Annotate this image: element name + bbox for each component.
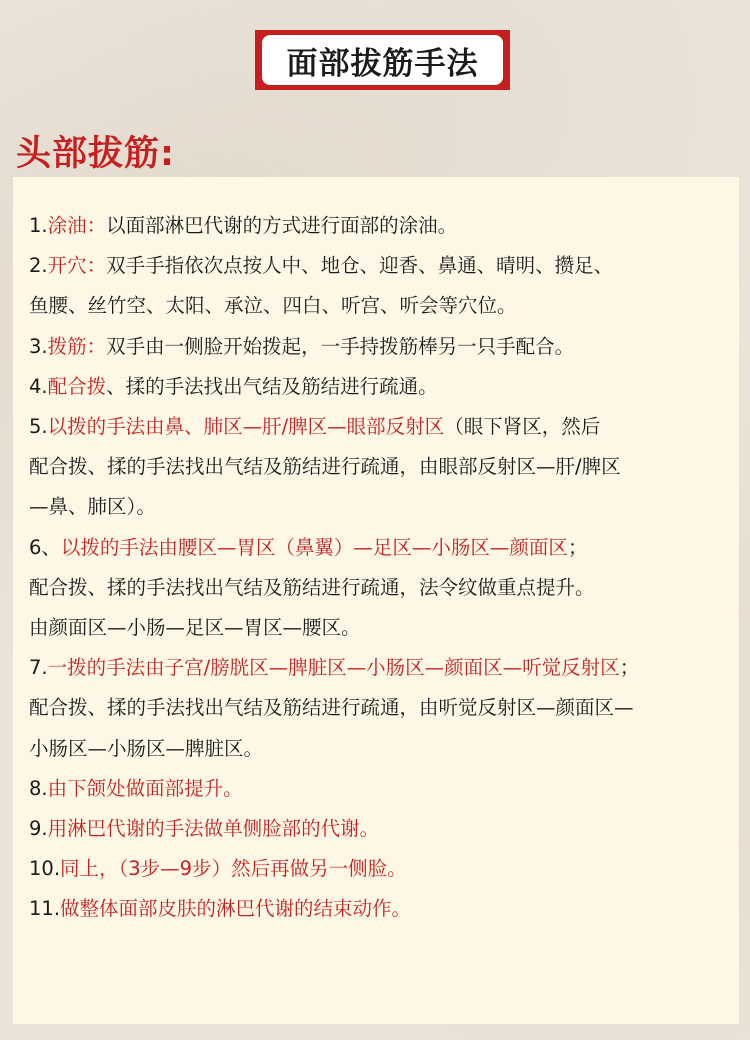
highlight-text: 以拨的手法由腰区—胃区（鼻翼）—足区—小肠区—颜面区 [60, 535, 568, 559]
highlight-text: 由下颌处做面部提升。 [47, 776, 243, 800]
highlight-text: 同上，（3步—9步）然后再做另一侧脸。 [60, 857, 407, 881]
text-line [29, 849, 739, 889]
text-line [29, 889, 739, 929]
highlight-text: 配合拨 [47, 374, 107, 398]
body-text: 双手手指依次点按人中、地仓、迎香、鼻通、晴明、攒足、 [106, 254, 614, 278]
body-text: 6、 [29, 535, 61, 559]
body-text: 2. [29, 254, 48, 278]
body-text: 11. [29, 897, 61, 921]
body-text: 8. [29, 776, 48, 800]
highlight-text: 一拨的手法由子宫/膀胱区—脾脏区—小肠区—颜面区—听觉反射区 [47, 656, 620, 680]
body-text: （眼下肾区，然后 [444, 415, 601, 439]
highlight-text: 拨筋： [47, 334, 107, 358]
content-panel [13, 177, 739, 1024]
body-text: 鱼腰、丝竹空、太阳、承泣、四白、听宫、听会等穴位。 [29, 294, 517, 318]
highlight-text: 以拨的手法由鼻、肺区—肝/脾区—眼部反射区 [47, 415, 445, 439]
body-text: 1. [29, 214, 48, 237]
highlight-text: 开穴： [47, 254, 107, 278]
text-line [29, 487, 739, 527]
page-title: 面部拔筋手法 [286, 45, 479, 82]
highlight-text: 涂油： [47, 214, 107, 237]
text-line [29, 809, 739, 849]
body-text: 7. [29, 656, 48, 680]
text-line [29, 286, 739, 326]
body-text: 由颜面区—小肠—足区—胃区—腰区。 [29, 616, 361, 640]
text-line [29, 447, 739, 487]
body-text: —鼻、肺区）。 [29, 495, 156, 519]
body-text: 9. [29, 817, 48, 841]
text-line [29, 648, 739, 688]
text-line [29, 367, 739, 407]
body-text: 配合拨、揉的手法找出气结及筋结进行疏通，由眼部反射区—肝/脾区 [29, 455, 621, 479]
text-line [29, 528, 739, 568]
text-line [29, 327, 739, 367]
body-text: 配合拨、揉的手法找出气结及筋结进行疏通，由听觉反射区—颜面区— [29, 696, 634, 720]
body-text: 4. [29, 374, 48, 398]
text-line [29, 407, 739, 447]
body-text: ； [619, 656, 640, 680]
text-line [29, 769, 739, 809]
body-text: 双手由一侧脸开始拨起，一手持拨筋棒另一只手配合。 [106, 334, 575, 358]
body-text: 配合拨、揉的手法找出气结及筋结进行疏通，法令纹做重点提升。 [29, 575, 595, 599]
body-text: 3. [29, 334, 48, 358]
body-text: 10. [29, 857, 61, 881]
body-text: 、揉的手法找出气结及筋结进行疏通。 [106, 374, 438, 398]
text-line [29, 688, 739, 728]
text-line [29, 568, 739, 608]
text-line [29, 608, 739, 648]
body-text: 5. [29, 415, 48, 439]
text-line [29, 729, 739, 769]
highlight-text: 做整体面部皮肤的淋巴代谢的结束动作。 [60, 897, 412, 921]
text-line [29, 246, 739, 286]
body-text: 小肠区—小肠区—脾脏区。 [29, 736, 264, 760]
text-line [29, 206, 739, 246]
body-text: 以面部淋巴代谢的方式进行面部的涂油。 [106, 214, 458, 237]
highlight-text: 用淋巴代谢的手法做单侧脸部的代谢。 [47, 817, 380, 841]
title-box [262, 35, 503, 85]
body-text: ； [567, 535, 588, 559]
title-banner [255, 30, 510, 90]
section-heading: 头部拔筋: [16, 134, 175, 174]
